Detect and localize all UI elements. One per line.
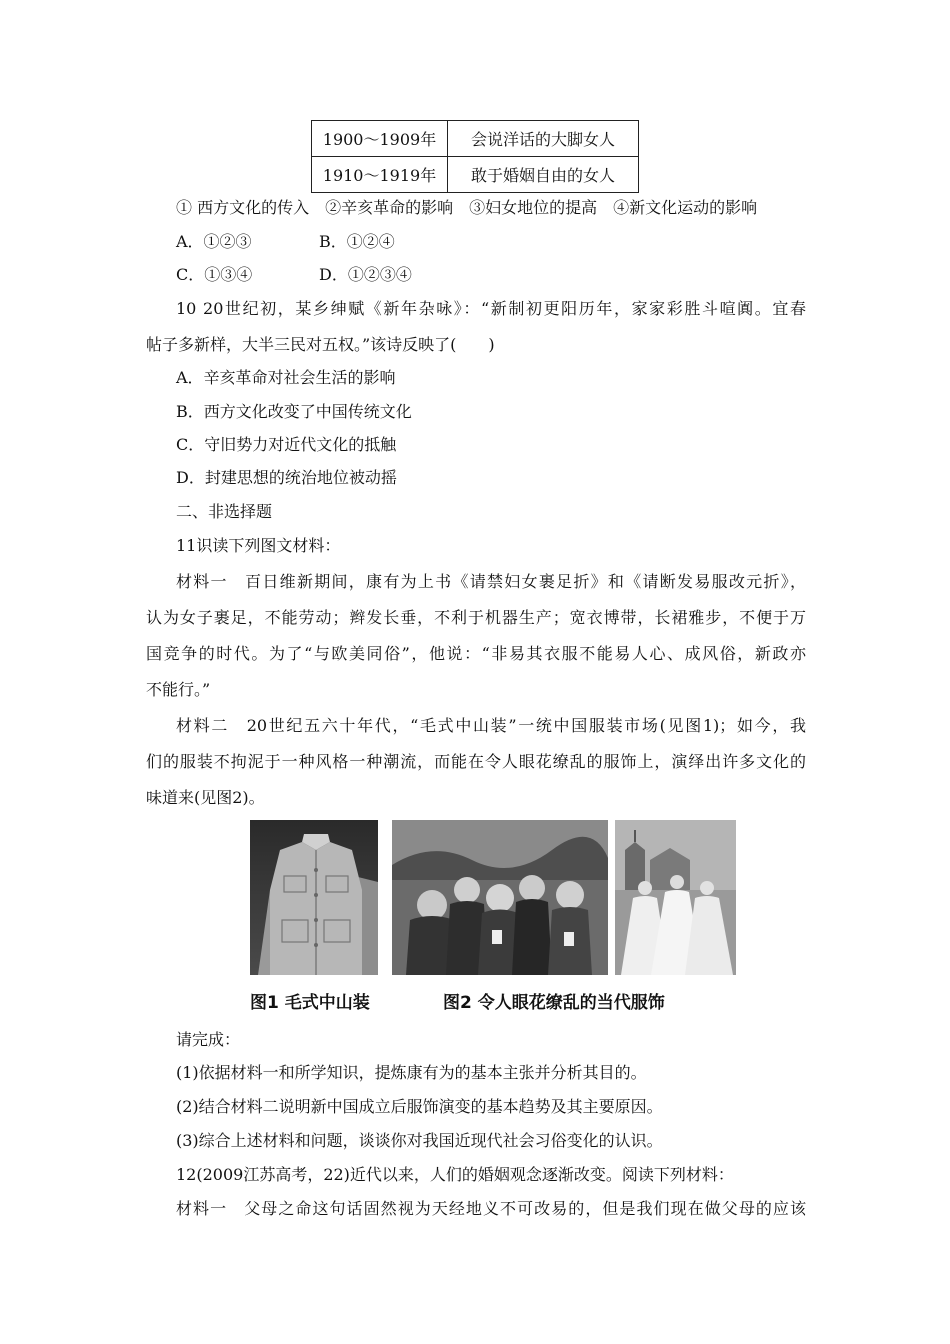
q11-material2-line2: 们的服装不拘泥于一种风格一种潮流，而能在令人眼花缭乱的服饰上，演绎出许多文化的 [146,752,806,771]
q11-material2-line3: 味道来(见图2)。 [146,788,265,807]
mao-suit-illustration [250,820,378,975]
q11-material1-line4: 不能行。” [146,680,211,699]
section-heading: 二、非选择题 [176,502,273,521]
q10-option-b: B．西方文化改变了中国传统文化 [176,402,412,421]
q9-option-c: C．①③④ [176,265,253,284]
q11-question-3: (3)综合上述材料和问题，谈谈你对我国近现代社会习俗变化的认识。 [176,1131,663,1150]
q11-intro: 11识读下列图文材料： [176,536,341,555]
q11-prompt: 请完成： [176,1030,241,1049]
q11-material2-line1: 材料二 20世纪五六十年代，“毛式中山装”一统中国服装市场(见图1)；如今，我 [176,716,806,735]
q9-option-d: D．①②③④ [319,265,412,284]
wedding-dress-illustration [615,820,736,975]
wedding-dress-photo [615,820,736,975]
table-cell-period: 1900～1909年 [312,121,448,157]
q10-option-d: D．封建思想的统治地位被动摇 [176,468,397,487]
table-cell-period: 1910～1919年 [312,157,448,193]
q12-intro: 12(2009江苏高考，22)近代以来，人们的婚姻观念逐渐改变。阅读下列材料： [176,1165,734,1184]
q9-statements: ① 西方文化的传入 ②辛亥革命的影响 ③妇女地位的提高 ④新文化运动的影响 [176,198,758,217]
table-cell-description: 会说洋话的大脚女人 [448,121,639,157]
q11-material1-line2: 认为女子裹足，不能劳动；辫发长垂，不利于机器生产；宽衣博带，长裙雅步，不便于万 [146,608,806,627]
mao-suit-photo [250,820,378,975]
table-row [312,157,639,193]
table-cell-description: 敢于婚姻自由的女人 [448,157,639,193]
q11-question-1: (1)依据材料一和所学知识，提炼康有为的基本主张并分析其目的。 [176,1063,647,1082]
q11-material1-line3: 国竞争的时代。为了“与欧美同俗”，他说：“非易其衣服不能易人心、成风俗，新政亦 [146,644,806,663]
q9-option-b: B．①②④ [319,232,395,251]
q12-material1-line1: 材料一 父母之命这句话固然视为天经地义不可改易的，但是我们现在做父母的应该 [176,1199,806,1218]
table-row [312,121,639,157]
q10-stem-line1: 10 20世纪初，某乡绅赋《新年杂咏》：“新制初更阳历年，家家彩胜斗喧阗。宜春 [176,299,806,318]
women-group-photo [392,820,608,975]
q11-question-2: (2)结合材料二说明新中国成立后服饰演变的基本趋势及其主要原因。 [176,1097,663,1116]
women-group-illustration [392,820,608,975]
q10-option-a: A．辛亥革命对社会生活的影响 [176,368,396,387]
era-women-table [311,120,639,193]
q11-material1-line1: 材料一 百日维新期间，康有为上书《请禁妇女裹足折》和《请断发易服改元折》， [176,572,806,591]
figure1-caption: 图1 毛式中山装 [250,993,370,1013]
q9-option-a: A．①②③ [176,232,252,251]
q10-option-c: C．守旧势力对近代文化的抵触 [176,435,397,454]
figure2-caption: 图2 令人眼花缭乱的当代服饰 [443,993,665,1013]
q10-stem-line2: 帖子多新样，大半三民对五权。”该诗反映了( ) [146,335,495,354]
